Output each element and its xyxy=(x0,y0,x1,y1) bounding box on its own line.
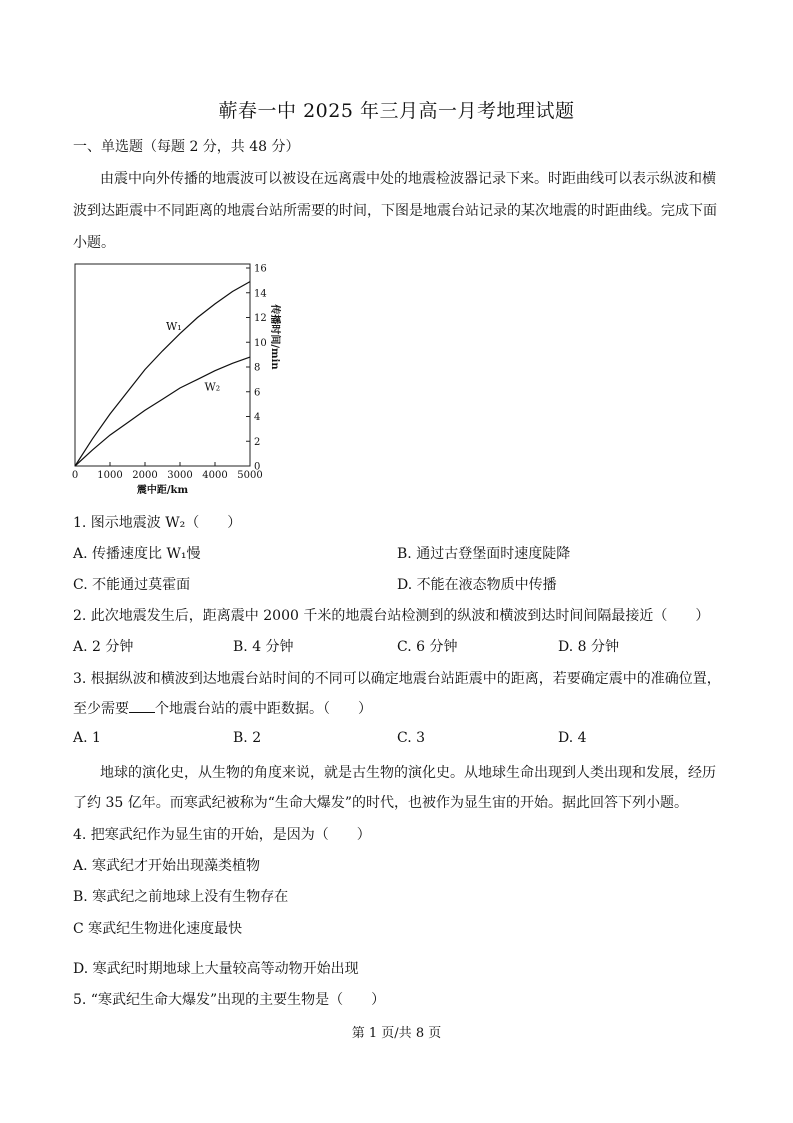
series-label-1: W₁ xyxy=(166,319,182,333)
q3-option-c[interactable]: C. 3 xyxy=(397,730,426,746)
q4-option-b[interactable]: B. 寒武纪之前地球上没有生物存在 xyxy=(73,889,289,905)
y-tick-label: 14 xyxy=(254,288,267,300)
x-tick-label: 3000 xyxy=(167,470,193,481)
passage1-line-2: 波到达距震中不同距离的地震台站所需要的时间，下图是地震台站记录的某次地震的时距曲线。完成下面 xyxy=(73,203,717,219)
q4-option-a[interactable]: A. 寒武纪才开始出现藻类植物 xyxy=(73,858,261,874)
q2-option-c[interactable]: C. 6 分钟 xyxy=(397,639,458,655)
page-title: 蕲春一中 2025 年三月高一月考地理试题 xyxy=(218,100,575,122)
q5-stem: 5. “寒武纪生命大爆发”出现的主要生物是（ ） xyxy=(73,992,386,1008)
q2-stem: 2. 此次地震发生后，距离震中 2000 千米的地震台站检测到的纵波和横波到达时间间隔最接近（ ） xyxy=(73,608,710,624)
q1-option-c[interactable]: C. 不能通过莫霍面 xyxy=(73,577,191,593)
q3-answer-blank[interactable] xyxy=(129,700,155,713)
q1-option-a[interactable]: A. 传播速度比 W₁慢 xyxy=(73,546,201,562)
y-tick-label: 4 xyxy=(254,412,261,423)
x-axis-label: 震中距/km xyxy=(136,485,189,496)
page-footer: 第 1 页/共 8 页 xyxy=(351,1026,442,1041)
q1-stem: 1. 图示地震波 W₂（ ） xyxy=(73,515,242,531)
passage2-line-2: 了约 35 亿年。而寒武纪被称为“生命大爆发”的时代，也被作为显生宙的开始。据此回答下列小题。 xyxy=(73,795,689,811)
q3-option-a[interactable]: A. 1 xyxy=(73,730,101,746)
x-tick-label: 0 xyxy=(71,470,79,481)
x-tick-label: 5000 xyxy=(237,470,263,481)
series-line-1 xyxy=(75,282,250,466)
time-distance-chart xyxy=(62,258,282,498)
y-tick-label: 2 xyxy=(254,436,261,448)
y-tick-label: 8 xyxy=(254,362,261,374)
section-heading: 一、单选题（每题 2 分，共 48 分） xyxy=(73,139,300,155)
q3-option-d[interactable]: D. 4 xyxy=(558,730,587,746)
q4-option-d[interactable]: D. 寒武纪时期地球上大量较高等动物开始出现 xyxy=(73,961,359,977)
x-tick-label: 4000 xyxy=(202,470,228,481)
q2-option-a[interactable]: A. 2 分钟 xyxy=(73,639,134,655)
passage1-line-1: 由震中向外传播的地震波可以被设在远离震中处的地震检波器记录下来。时距曲线可以表示纵波和横 xyxy=(100,171,716,187)
y-tick-label: 10 xyxy=(254,337,267,349)
q1-option-d[interactable]: D. 不能在液态物质中传播 xyxy=(397,577,557,593)
y-tick-label: 0 xyxy=(254,461,261,473)
q3-option-b[interactable]: B. 2 xyxy=(233,730,262,746)
q2-option-b[interactable]: B. 4 分钟 xyxy=(233,639,294,655)
x-tick-label: 1000 xyxy=(97,470,123,481)
q1-option-b[interactable]: B. 通过古登堡面时速度陡降 xyxy=(397,546,571,562)
plot-frame xyxy=(75,264,250,466)
passage2-line-1: 地球的演化史，从生物的角度来说，就是古生物的演化史。从地球生命出现到人类出现和发展，经历 xyxy=(100,765,716,781)
series-line-2 xyxy=(75,357,250,466)
q3-stem-line-2 xyxy=(73,698,372,718)
y-tick-label: 6 xyxy=(254,387,261,399)
y-tick-label: 12 xyxy=(254,313,267,324)
series-label-2: W₂ xyxy=(204,380,221,394)
q4-option-c[interactable]: C 寒武纪生物进化速度最快 xyxy=(73,921,243,937)
y-tick-label: 16 xyxy=(254,263,267,275)
passage1-line-3: 小题。 xyxy=(73,235,115,251)
q3-stem-pre: 至少需要 xyxy=(73,701,129,717)
x-tick-label: 2000 xyxy=(132,470,158,481)
q4-stem: 4. 把寒武纪作为显生宙的开始，是因为（ ） xyxy=(73,827,371,843)
q3-stem-post: 个地震台站的震中距数据。（ ） xyxy=(155,701,372,717)
y-axis-label: 传播时间/min xyxy=(269,304,280,370)
q2-option-d[interactable]: D. 8 分钟 xyxy=(558,639,619,655)
q3-stem-line-1: 3. 根据纵波和横波到达地震台站时间的不同可以确定地震台站距震中的距离，若要确定震中的准确位置， xyxy=(73,671,721,687)
